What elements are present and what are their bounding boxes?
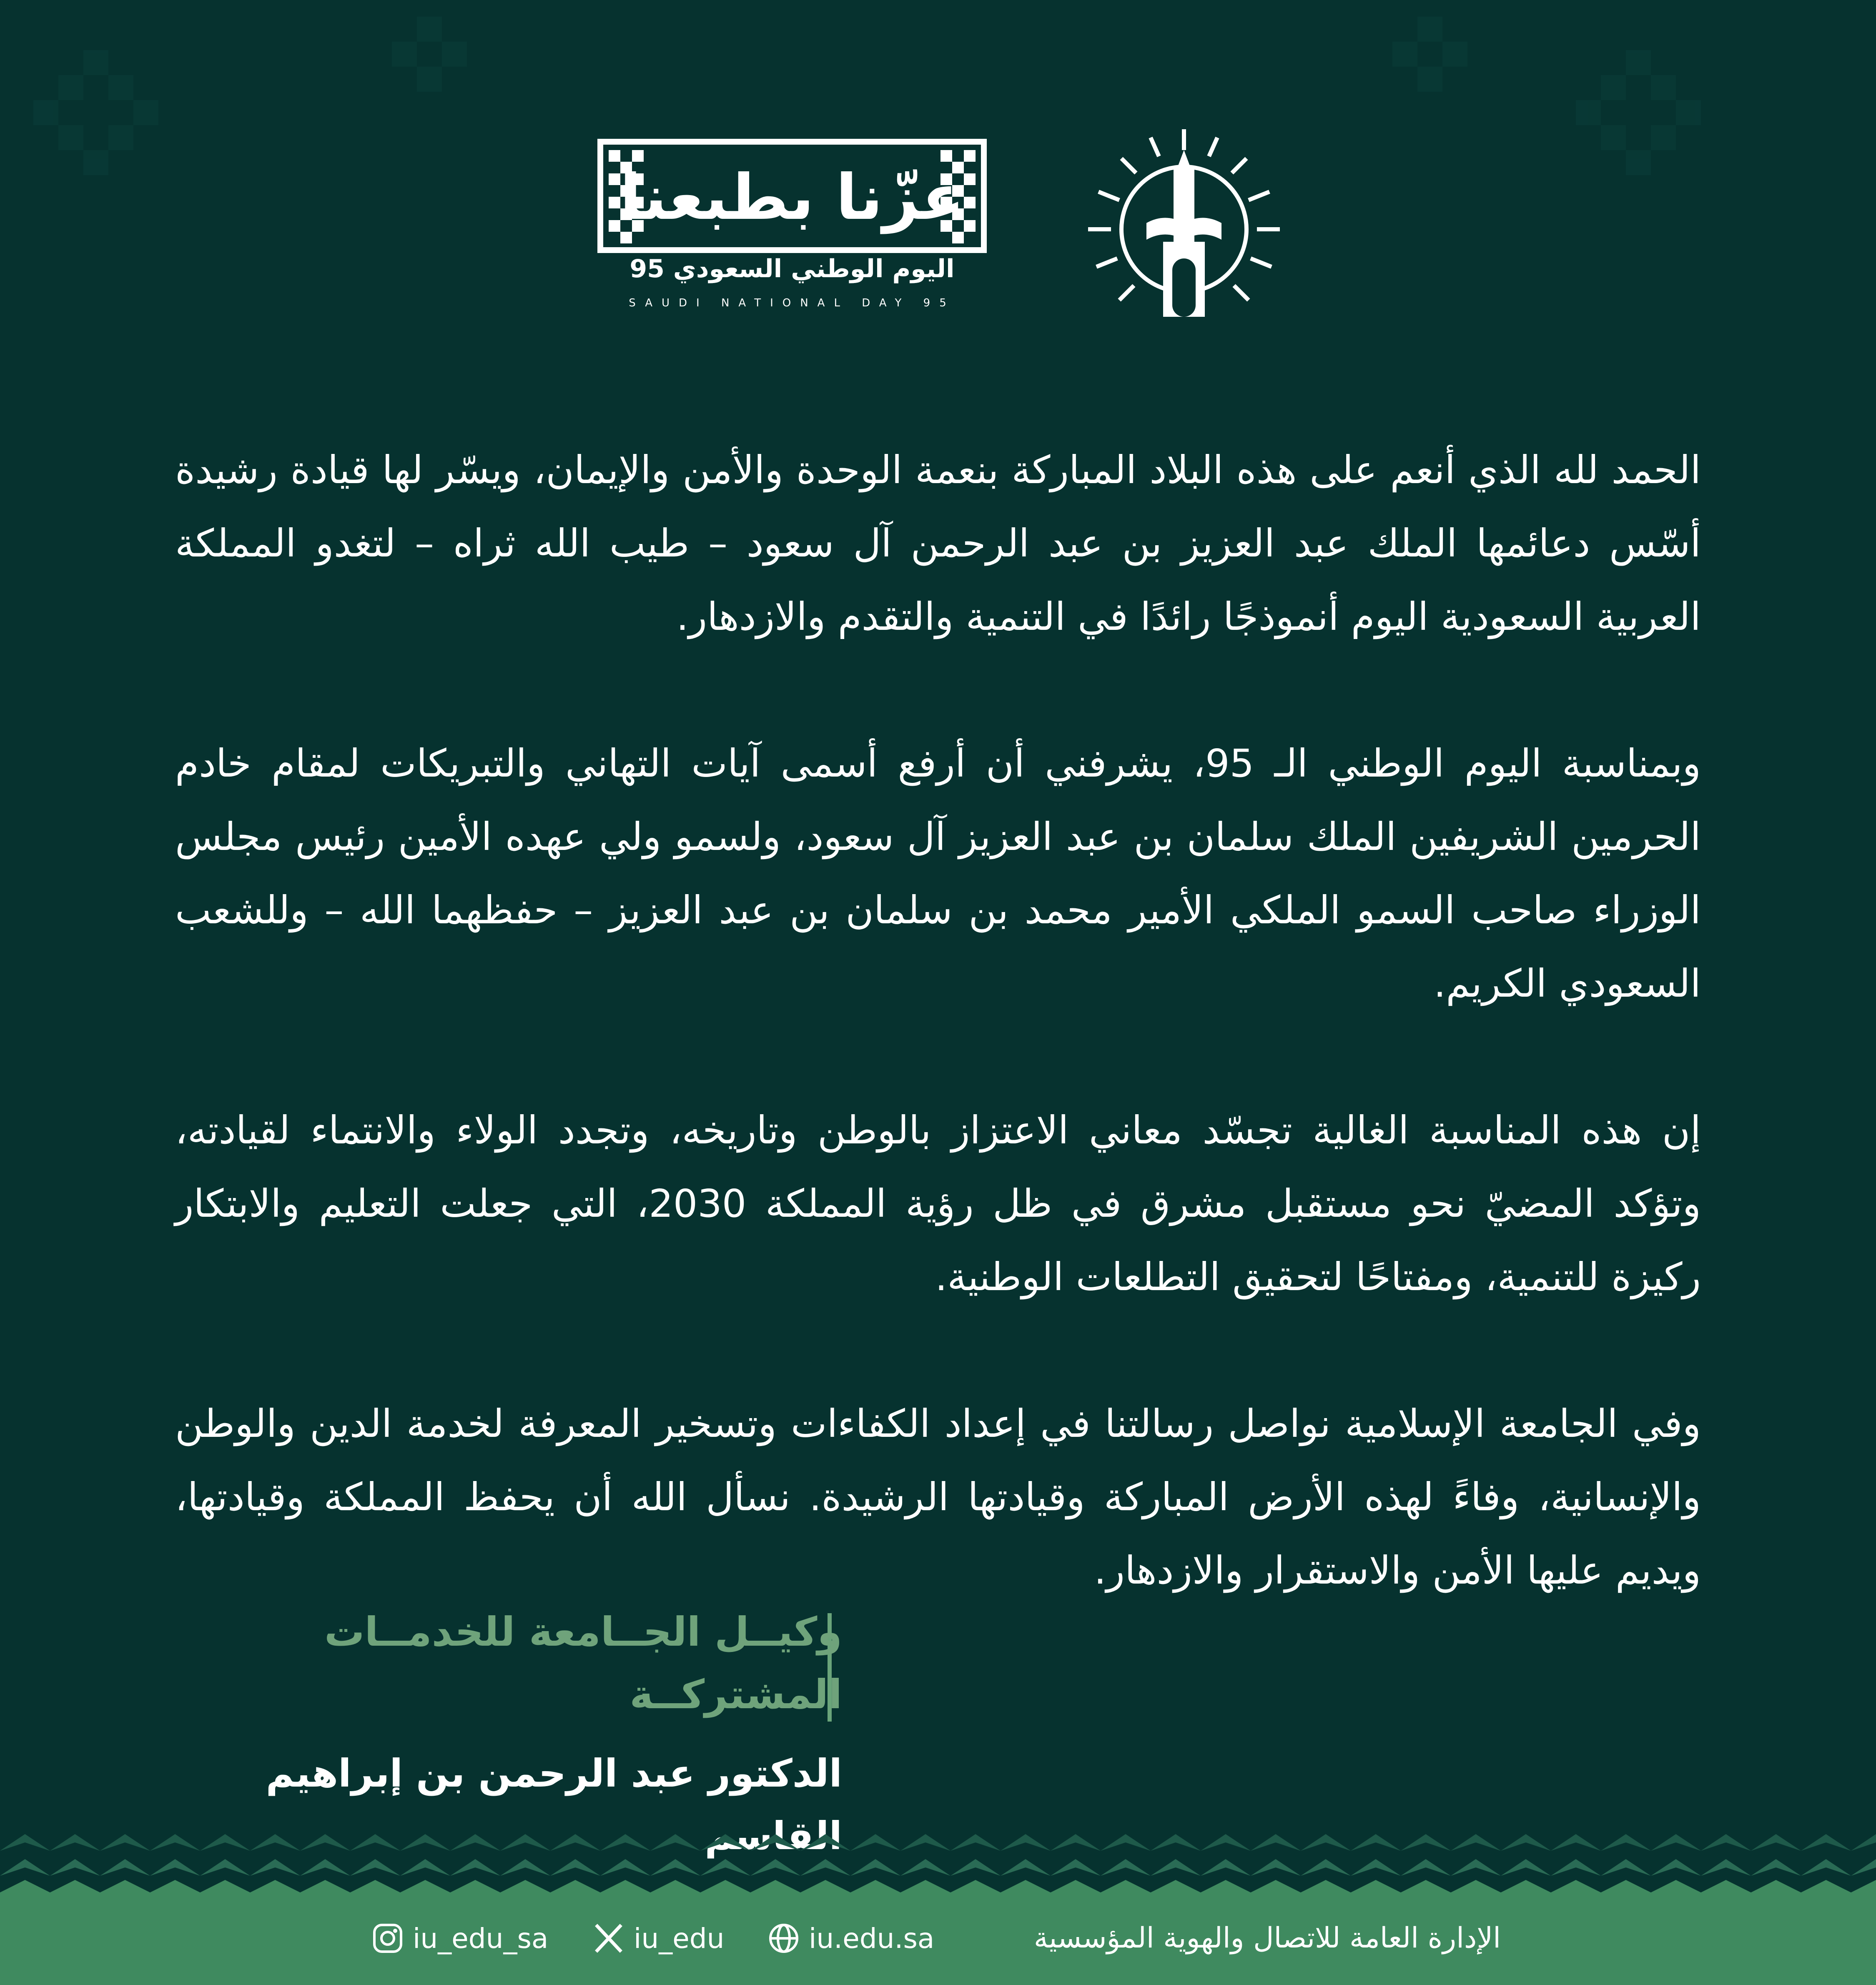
saudi-national-day-logo	[596, 138, 988, 313]
instagram-link[interactable]	[371, 1917, 548, 1959]
footer-bar	[0, 1892, 1876, 1985]
instagram-icon	[371, 1922, 404, 1955]
x-handle-text: iu_edu	[634, 1922, 725, 1955]
paragraph-4: وفي الجامعة الإسلامية نواصل رسالتنا في إعداد الكفاءات وتسخير المعرفة لخدمة الدين والوطن والإنسانية، وفاءً لهذه الأرض المباركة وقيادتها الرشيدة. نسأل الله أن يحفظ المملكة وقيادتها، ويديم عليها الأمن والاستقرار والازدهار.	[175, 1401, 1701, 1593]
national-day-slogan: عزّنا بطبعنا	[619, 161, 965, 234]
signatory-name: الدكتور عبد الرحمن بن إبراهيم	[266, 1751, 842, 1796]
message-body	[175, 434, 1701, 1681]
national-day-english: SAUDI NATIONAL DAY 95	[629, 297, 956, 309]
paragraph-2: وبمناسبة اليوم الوطني الـ 95، يشرفني أن أرفع أسمى آيات التهاني والتبريكات لمقام خادم الحرمين الشريفين الملك سلمان بن عبد العزيز آل سعود، ولسمو ولي عهده الأمين رئيس مجلس الوزراء صاحب السمو الملكي الأمير محمد بن سلمان بن عبد العزيز – حفظهما الله – وللشعب السعودي الكريم.	[175, 741, 1701, 1006]
website-text: iu.edu.sa	[809, 1922, 935, 1955]
national-day-subtitle: اليوم الوطني السعودي 95	[630, 254, 955, 283]
header-logos	[0, 125, 1876, 325]
signatory-title: وكيــل الجــامعة للخدمــات المشتركــة	[324, 1609, 842, 1718]
x-logo-icon	[592, 1922, 625, 1955]
x-link[interactable]	[592, 1917, 725, 1959]
instagram-handle-text: iu_edu_sa	[413, 1922, 549, 1955]
footer-department: الإدارة العامة للاتصال والهوية المؤسسية	[1033, 1922, 1501, 1955]
paragraph-1: الحمد لله الذي أنعم على هذه البلاد المباركة بنعمة الوحدة والأمن والإيمان، ويسّر لها قيادة رشيدة أسّس دعائمها الملك عبد العزيز بن عبد الرحمن آل سعود – طيب الله ثراه – لتغدو المملكة العربية السعودية اليوم أنموذجًا رائدًا في التنمية والتقدم والازدهار.	[175, 448, 1701, 639]
bottom-pattern	[0, 1826, 1876, 1892]
paragraph-3: إن هذه المناسبة الغالية تجسّد معاني الاعتزاز بالوطن وتاريخه، وتجدد الولاء والانتماء لقيادته، وتؤكد المضيّ نحو مستقبل مشرق في ظل رؤية المملكة 2030، التي جعلت التعليم والابتكار ركيزة للتنمية، ومفتاحًا لتحقيق التطلعات الوطنية.	[175, 1108, 1701, 1299]
globe-icon	[767, 1922, 800, 1955]
islamic-university-logo-icon	[1084, 125, 1284, 321]
website-link[interactable]	[767, 1917, 934, 1959]
